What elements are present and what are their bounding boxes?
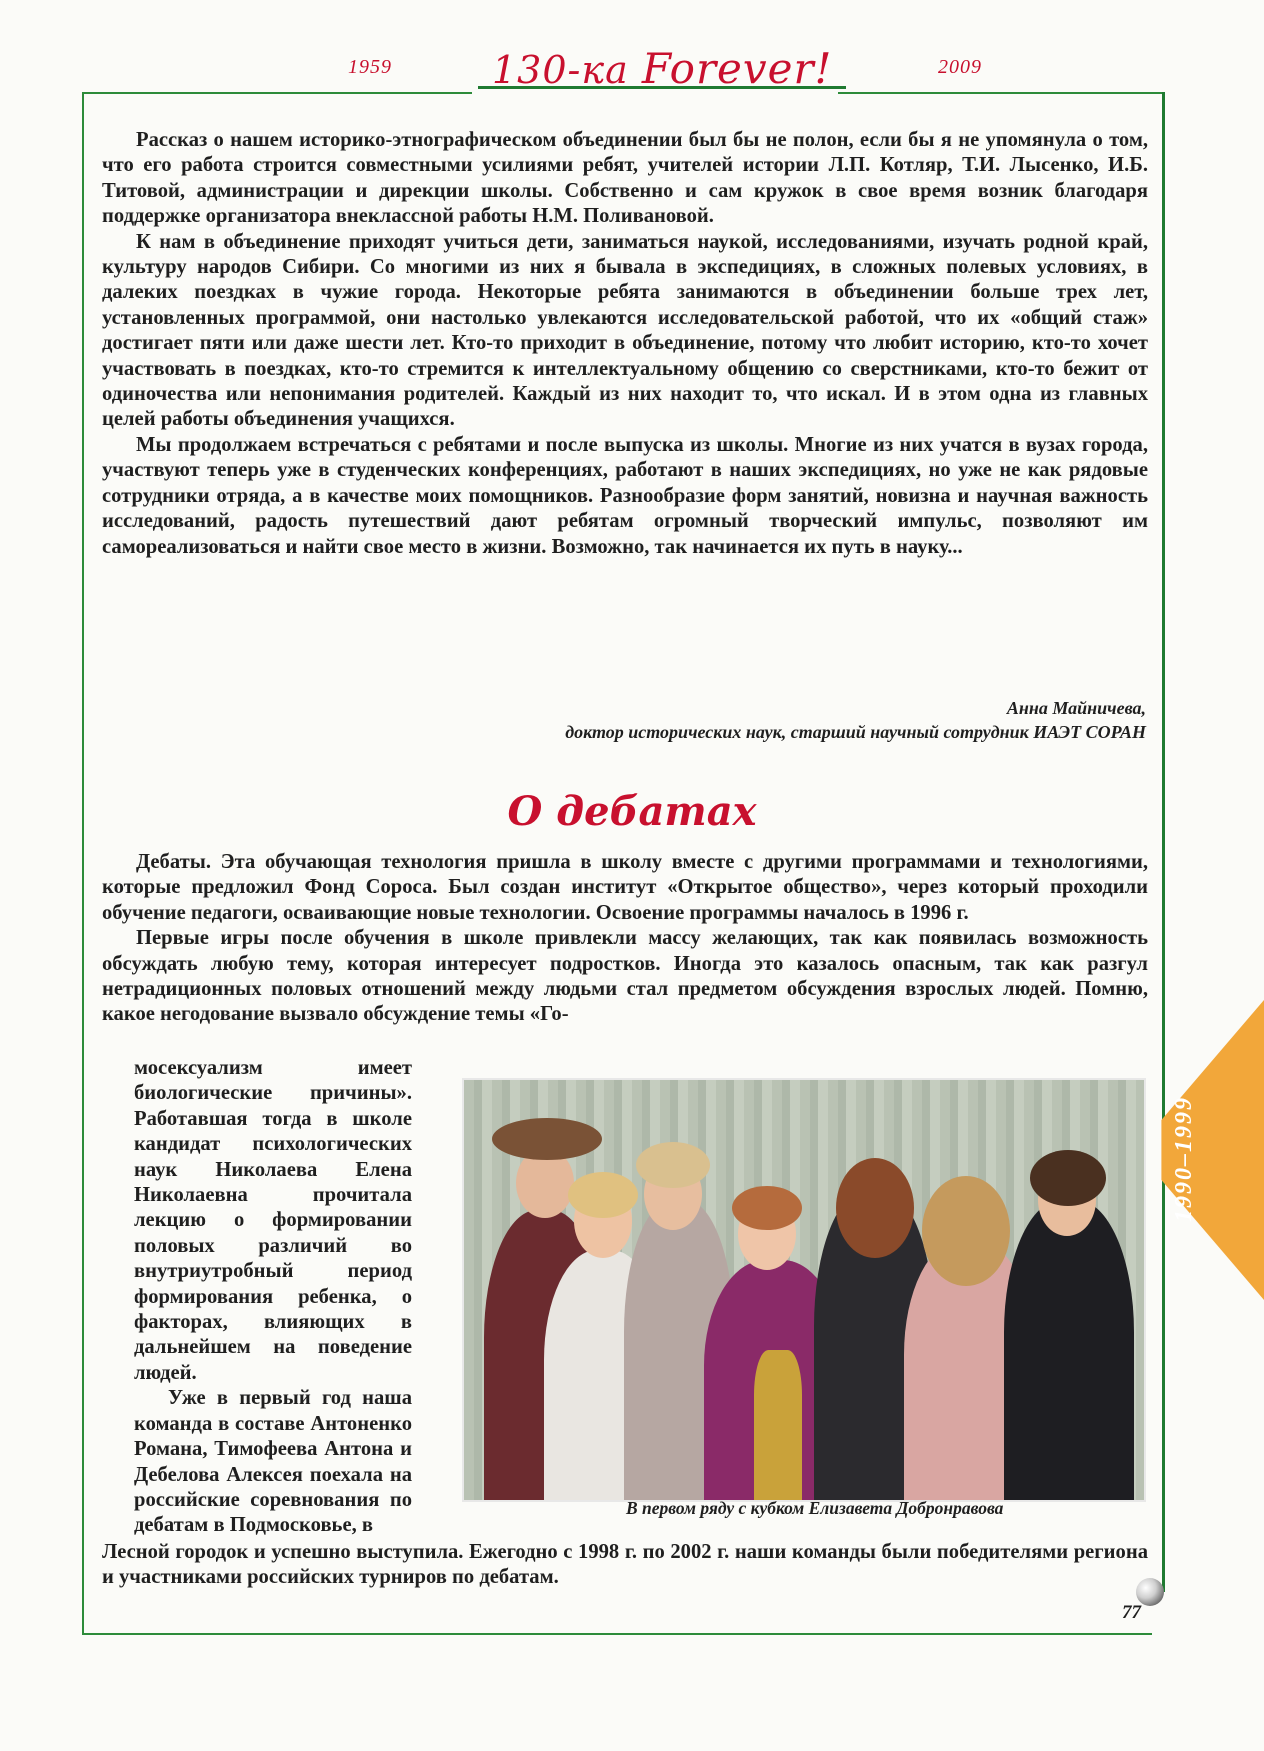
year-end: 2009 [938, 56, 982, 78]
side-tab-label: 1990–1999 [1171, 1096, 1197, 1222]
person-figure [1004, 1200, 1134, 1500]
person-hair [836, 1158, 914, 1258]
debates-text [102, 850, 1148, 1028]
logo-forever: Forever! [641, 44, 833, 93]
person-hair [1030, 1150, 1106, 1206]
logo-number: 130-ка [492, 48, 629, 92]
person-hair [568, 1172, 638, 1218]
paragraph: Мы продолжаем встречаться с ребятами и после выпуска из школы. Многие из них учатся в вузах города, участвуют теперь уже в студенческих конференциях, работают в наших экспедициях, но уже не как рядовые сотрудники отряда, а в качестве моих помощников. Разнообразие форм занятий, новизна и научная важность исследований, радость путешествий дают ребятам огромный творческий импульс, позволяют им самореализоваться и найти свое место в жизни. Возможно, так начинается их путь в науку... [102, 433, 1148, 558]
paragraph: Лесной городок и успешно выступила. Ежегодно с 1998 г. по 2002 г. наши команды были победителями региона и участниками российских турниров по дебатам. [102, 1541, 1148, 1589]
trophy [754, 1350, 802, 1500]
year-start: 1959 [348, 56, 392, 78]
photo-caption: В первом ряду с кубком Елизавета Добронравова [626, 1498, 1004, 1518]
paragraph: мосексуализм имеет биологические причины». Работавшая тогда в школе кандидат психологических наук Николаева Елена Николаевна прочитала лекцию о формировании половых различий во внутриутробный период формирования ребенка, о факторах, влияющих в дальнейшем на поведение людей. [134, 1057, 412, 1384]
signature-role: доктор исторических наук, старший научный сотрудник ИАЭТ СОРАН [565, 722, 1146, 742]
frame-top-right [838, 92, 1164, 94]
group-photo [462, 1078, 1146, 1502]
paragraph: Первые игры после обучения в школе привлекли массу желающих, так как появилась возможность обсуждать любую тему, которая интересует подростков. Иногда это казалось опасным, так как разгул нетрадиционных половых отношений между людьми стал предметом обсуждения взрослых людей. Помню, какое негодование вызвало обсуждение темы «Го- [102, 927, 1148, 1026]
signature-name: Анна Майничева, [1006, 698, 1146, 718]
page-number: 77 [1122, 1602, 1141, 1623]
paragraph: Рассказ о нашем историко-этнографическом объединении был бы не полон, если бы я не упомянула о том, что его работа строится совместными усилиями ребят, учителей истории Л.П. Котляр, Т.И. Лысенко, И.Б. Титовой, администрации и дирекции школы. Собственно и сам кружок в свое время возник благодаря поддержке организатора внеклассной работы Н.М. Поливановой. [102, 129, 1148, 228]
paragraph: Уже в первый год наша команда в составе Антоненко Романа, Тимофеева Антона и Дебелова Алексея поехала на российские соревнования по дебатам в Подмосковье, в [134, 1387, 412, 1537]
frame-top-left [82, 92, 472, 94]
logo-underline [478, 86, 846, 89]
closing-text [102, 1540, 1148, 1591]
side-tab [1150, 1000, 1264, 1300]
frame-bottom [82, 1633, 1152, 1635]
person-hair [922, 1176, 1010, 1286]
person-hat [492, 1118, 602, 1160]
paragraph: Дебаты. Эта обучающая технология пришла в школу вместе с другими программами и технологиями, которые предложил Фонд Сороса. Был создан институт «Открытое общество», через который проходили обучение педагоги, осваивающие новые технологии. Освоение программы началось в 1996 г. [102, 851, 1148, 924]
frame-right [1162, 92, 1165, 1592]
wrapped-text [134, 1056, 412, 1539]
intro-text [102, 128, 1148, 560]
frame-left [82, 92, 84, 1634]
person-hair [636, 1142, 710, 1188]
section-title: О дебатах [507, 788, 757, 835]
paragraph: К нам в объединение приходят учиться дети, заниматься наукой, исследованиями, изучать родной край, культуру народов Сибири. Со многими из них я бывала в экспедициях, в сложных полевых условиях, в далеких поездках в чужие города. Некоторые ребята занимаются в объединении больше трех лет, установленных программой, они настолько увлекаются исследовательской работой, что их «общий стаж» достигает пяти или даже шести лет. Кто-то приходит в объединение, потому что любит историю, кто-то хочет участвовать в поездках, кто-то стремится к интеллектуальному общению со сверстниками, кто-то бежит от одиночества или непонимания родителей. Каждый из них находит то, что искал. И в этом одна из главных целей работы объединения учащихся. [102, 230, 1148, 431]
person-hair [732, 1186, 802, 1230]
